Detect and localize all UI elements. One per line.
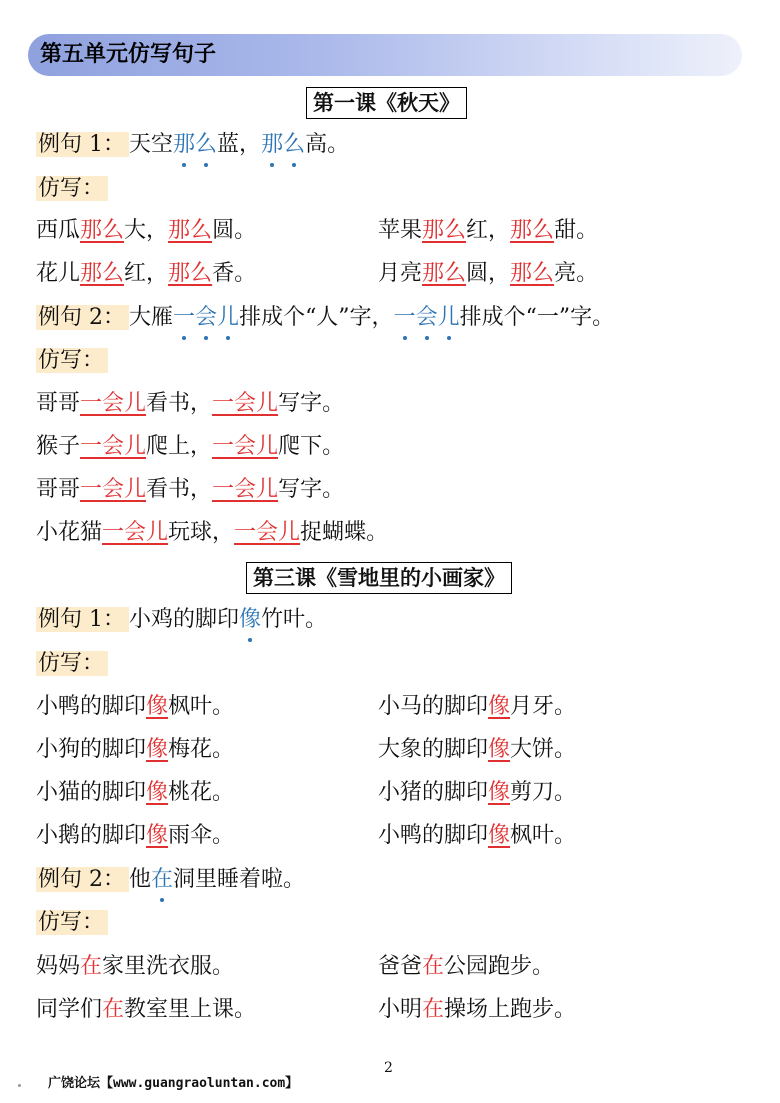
example-label: 例句 1： (36, 607, 129, 632)
practice-label: 仿写： (36, 908, 108, 938)
lesson-3-example-1: 例句 1： 小鸡的脚印像竹叶。 (36, 605, 327, 635)
practice-sentence: 花儿那么红，那么香。 (36, 261, 257, 286)
practice-sentence: 爸爸在公园跑步。 (378, 954, 555, 979)
practice-sentence: 小猫的脚印像桃花。 (36, 780, 235, 805)
practice-sentence: 哥哥一会儿看书，一会儿写字。 (36, 391, 345, 416)
lesson-3-title: 第三课《雪地里的小画家》 (246, 562, 512, 594)
practice-sentence: 月亮那么圆，那么亮。 (378, 261, 599, 286)
example-label: 例句 1： (36, 132, 129, 157)
practice-sentence: 同学们在教室里上课。 (36, 997, 257, 1022)
practice-sentence: 小鹅的脚印像雨伞。 (36, 823, 235, 848)
practice-sentence: 西瓜那么大，那么圆。 (36, 218, 257, 243)
practice-sentence: 妈妈在家里洗衣服。 (36, 954, 235, 979)
practice-sentence: 小狗的脚印像梅花。 (36, 737, 235, 762)
example-label: 例句 2： (36, 867, 129, 892)
practice-sentence: 猴子一会儿爬上，一会儿爬下。 (36, 434, 345, 459)
lesson-3-example-2: 例句 2： 他在洞里睡着啦。 (36, 865, 305, 895)
decorative-dot (18, 1084, 21, 1087)
lesson-1-example-1: 例句 1： 天空那么蓝，那么高。 (36, 130, 349, 160)
footer-watermark: 广饶论坛【www.guangraoluntan.com】 (48, 1076, 299, 1091)
page-number: 2 (384, 1060, 393, 1076)
page-title: 第五单元仿写句子 (40, 42, 217, 67)
practice-sentence: 小明在操场上跑步。 (378, 997, 577, 1022)
example-label: 例句 2： (36, 305, 129, 330)
practice-sentence: 哥哥一会儿看书，一会儿写字。 (36, 477, 345, 502)
practice-sentence: 苹果那么红，那么甜。 (378, 218, 599, 243)
lesson-1-example-2: 例句 2： 大雁一会儿排成个“人”字，一会儿排成个“一”字。 (36, 303, 614, 333)
practice-label: 仿写： (36, 174, 108, 204)
practice-sentence: 小鸭的脚印像枫叶。 (378, 823, 577, 848)
practice-sentence: 小鸭的脚印像枫叶。 (36, 694, 235, 719)
practice-label: 仿写： (36, 649, 108, 679)
practice-sentence: 小马的脚印像月牙。 (378, 694, 577, 719)
practice-sentence: 大象的脚印像大饼。 (378, 737, 577, 762)
practice-sentence: 小花猫一会儿玩球，一会儿捉蝴蝶。 (36, 520, 389, 545)
practice-label: 仿写： (36, 346, 108, 376)
lesson-1-title: 第一课《秋天》 (306, 87, 467, 119)
practice-sentence: 小猪的脚印像剪刀。 (378, 780, 577, 805)
